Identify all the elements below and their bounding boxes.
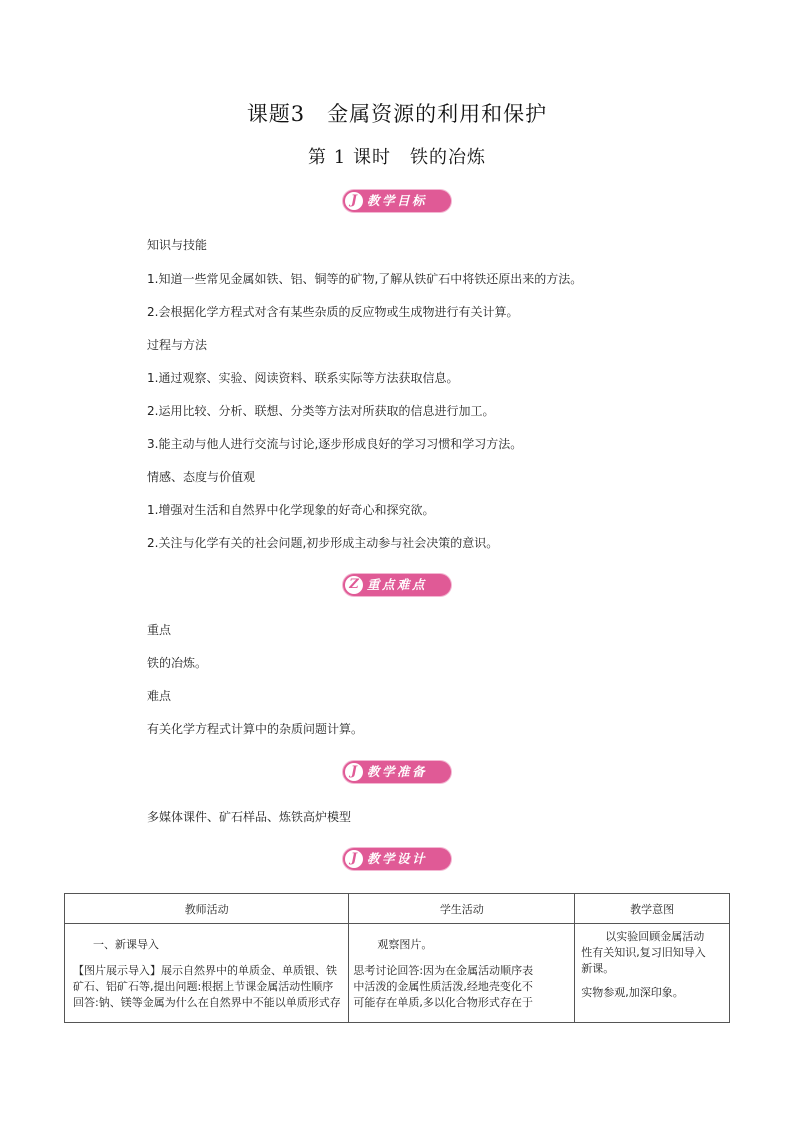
teacher-line: 矿石、铝矿石等,提出问题:根据上节课金属活动性顺序 — [73, 980, 334, 993]
teaching-design-table — [64, 893, 730, 1023]
intent-line: 性有关知识,复习旧知导入 — [581, 946, 706, 959]
student-line: 可能存在单质,多以化合物形式存在于 — [353, 996, 533, 1009]
emotion-heading: 情感、态度与价值观 — [147, 470, 256, 484]
difficulty-heading: 难点 — [147, 689, 172, 703]
section-badge-goals — [343, 190, 451, 212]
table-header-row — [65, 894, 730, 924]
badge-label: 重点难点 — [367, 577, 428, 592]
student-line: 中活泼的金属性质活泼,经地壳变化不 — [353, 980, 533, 993]
process-item-1: 1.通过观察、实验、阅读资料、联系实际等方法获取信息。 — [147, 371, 459, 385]
focus-heading: 重点 — [147, 623, 172, 637]
process-item-3: 3.能主动与他人进行交流与讨论,逐步形成良好的学习习惯和学习方法。 — [147, 437, 523, 451]
badge-letter-icon: J — [345, 763, 363, 781]
knowledge-item-2: 2.会根据化学方程式对含有某些杂质的反应物或生成物进行有关计算。 — [147, 305, 519, 319]
badge-letter-icon: J — [345, 192, 363, 210]
page-title: 课题3 金属资源的利用和保护 — [246, 102, 548, 126]
intent-line: 以实验回顾金属活动 — [605, 930, 705, 943]
badge-label: 教学准备 — [367, 764, 428, 779]
header-student-activity: 学生活动 — [349, 894, 575, 924]
student-line: 思考讨论回答:因为在金属活动顺序表 — [353, 964, 534, 977]
section-badge-design — [343, 848, 451, 870]
preparation-text: 多媒体课件、矿石样品、炼铁高炉模型 — [147, 810, 352, 824]
process-heading: 过程与方法 — [147, 338, 208, 352]
intent-line: 实物参观,加深印象。 — [581, 986, 684, 999]
section-badge-preparation — [343, 761, 451, 783]
header-teaching-intent: 教学意图 — [575, 894, 730, 924]
badge-letter-icon: J — [345, 850, 363, 868]
focus-text: 铁的冶炼。 — [147, 656, 208, 670]
student-activity-cell — [349, 924, 575, 1023]
teacher-line: 回答:钠、镁等金属为什么在自然界中不能以单质形式存 — [73, 996, 341, 1009]
badge-letter-icon: Z — [345, 576, 363, 594]
emotion-item-2: 2.关注与化学有关的社会问题,初步形成主动参与社会决策的意识。 — [147, 536, 499, 550]
teacher-line: 【图片展示导入】展示自然界中的单质金、单质银、铁 — [73, 964, 337, 977]
teacher-activity-cell — [65, 924, 349, 1023]
process-item-2: 2.运用比较、分析、联想、分类等方法对所获取的信息进行加工。 — [147, 404, 495, 418]
badge-label: 教学目标 — [367, 193, 428, 208]
knowledge-item-1: 1.知道一些常见金属如铁、铝、铜等的矿物,了解从铁矿石中将铁还原出来的方法。 — [147, 272, 583, 286]
difficulty-text: 有关化学方程式计算中的杂质问题计算。 — [147, 722, 364, 736]
emotion-item-1: 1.增强对生活和自然界中化学现象的好奇心和探究欲。 — [147, 503, 435, 517]
teacher-line: 一、新课导入 — [93, 938, 159, 951]
teaching-intent-cell — [575, 924, 730, 1023]
header-teacher-activity: 教师活动 — [65, 894, 349, 924]
student-line: 观察图片。 — [377, 938, 433, 951]
badge-label: 教学设计 — [367, 851, 428, 866]
intent-line: 新课。 — [581, 962, 615, 975]
section-badge-key-points — [343, 574, 451, 596]
table-row — [65, 924, 730, 1023]
knowledge-heading: 知识与技能 — [147, 238, 208, 252]
page-subtitle: 第 1 课时 铁的冶炼 — [308, 147, 486, 168]
